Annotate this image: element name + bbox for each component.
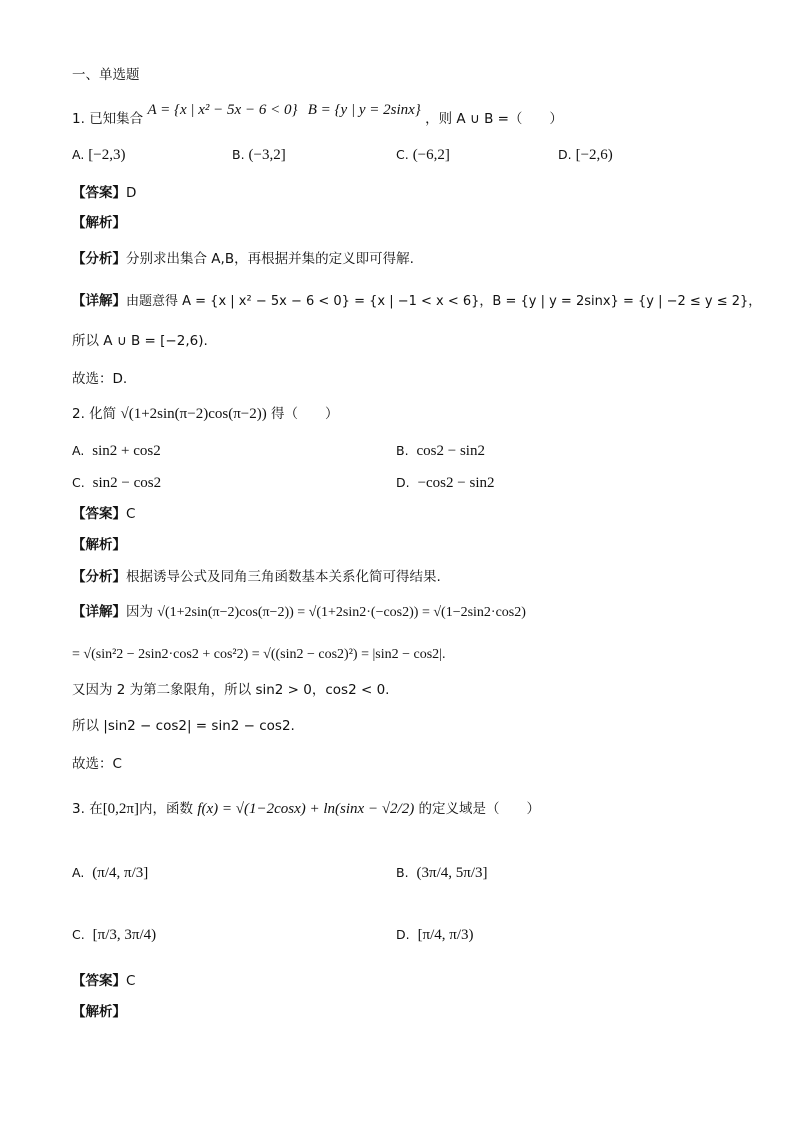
choose-line: 故选：D.: [72, 371, 128, 387]
option-c: C. [π/3, 3π/4): [72, 927, 157, 943]
equation-1: √(1+2sin(π−2)cos(π−2)) = √(1+2sin2·(−cos2)) = √(1−2sin2·cos2): [157, 605, 526, 620]
radical-expression: √(1+2sin(π−2)cos(π−2)): [120, 406, 267, 422]
function-expression: f(x) = √(1−2cosx) + ln(sinx − √2/2): [197, 801, 415, 817]
answer-line: 【答案】D: [72, 185, 137, 201]
analysis-heading: 【解析】: [72, 1004, 126, 1020]
option-c: C. sin2 − cos2: [72, 475, 162, 491]
option-a: A. sin2 + cos2: [72, 443, 161, 459]
question-ask: 的定义域是（ ）: [418, 801, 541, 817]
question-number: 3.: [72, 801, 85, 817]
question-number: 2.: [72, 406, 85, 422]
option-c: C. (−6,2]: [396, 147, 450, 163]
question-ask: 得（ ）: [271, 406, 339, 422]
fenxi-line: 【分析】根据诱导公式及同角三角函数基本关系化简可得结果.: [72, 569, 441, 585]
question-1: [72, 102, 563, 130]
analysis-heading: 【解析】: [72, 215, 126, 231]
option-a: A. (π/4, π/3]: [72, 865, 149, 881]
question-prefix: 化简: [89, 406, 117, 422]
fenxi-line: 【分析】分别求出集合 A,B，再根据并集的定义即可得解.: [72, 251, 414, 267]
question-ask: ，则 A ∪ B =（ ）: [425, 111, 563, 127]
option-a: A. [−2,3): [72, 147, 126, 163]
option-b: B. (3π/4, 5π/3]: [396, 865, 488, 881]
question-prefix: 已知集合: [89, 111, 144, 127]
abs-result: 所以 |sin2 − cos2| = sin2 − cos2.: [72, 718, 295, 734]
option-d: D. [−2,6): [558, 147, 613, 163]
option-d: D. −cos2 − sin2: [396, 475, 495, 491]
section-title: 一、单选题: [72, 67, 140, 83]
answer-line: 【答案】C: [72, 506, 136, 522]
equation-2: = √(sin²2 − 2sin2·cos2 + cos²2) = √((sin2 − cos2)²) = |sin2 − cos2|.: [72, 647, 446, 662]
question-2: [72, 403, 339, 425]
option-b: B. (−3,2]: [232, 147, 286, 163]
xiangjie-line: 【详解】因为 √(1+2sin(π−2)cos(π−2)) = √(1+2sin2·(−cos2)) = √(1−2sin2·cos2): [72, 604, 526, 620]
answer-line: 【答案】C: [72, 973, 136, 989]
question-3: 3. 在[0,2π]内，函数 f(x) = √(1−2cosx) + ln(sinx − √2/2) 的定义域是（ ）: [72, 801, 541, 817]
choose-line: 故选：C: [72, 756, 122, 772]
xiangjie-line: 【详解】由题意得 A = {x | x² − 5x − 6 < 0} = {x | −1 < x < 6}，B = {y | y = 2sinx} = {y | −2 ≤ y ≤ 2}，: [72, 293, 762, 309]
option-b: B. cos2 − sin2: [396, 443, 485, 459]
quadrant-line: 又因为 2 为第二象限角，所以 sin2 > 0，cos2 < 0.: [72, 682, 390, 698]
set-a: A = {x | x² − 5x − 6 < 0}: [147, 102, 298, 118]
question-number: 1.: [72, 111, 85, 127]
analysis-heading: 【解析】: [72, 537, 126, 553]
interval: [0,2π]: [102, 801, 140, 817]
set-b: B = {y | y = 2sinx}: [307, 102, 421, 118]
option-d: D. [π/4, π/3): [396, 927, 474, 943]
union-result: 所以 A ∪ B = [−2,6).: [72, 333, 208, 349]
